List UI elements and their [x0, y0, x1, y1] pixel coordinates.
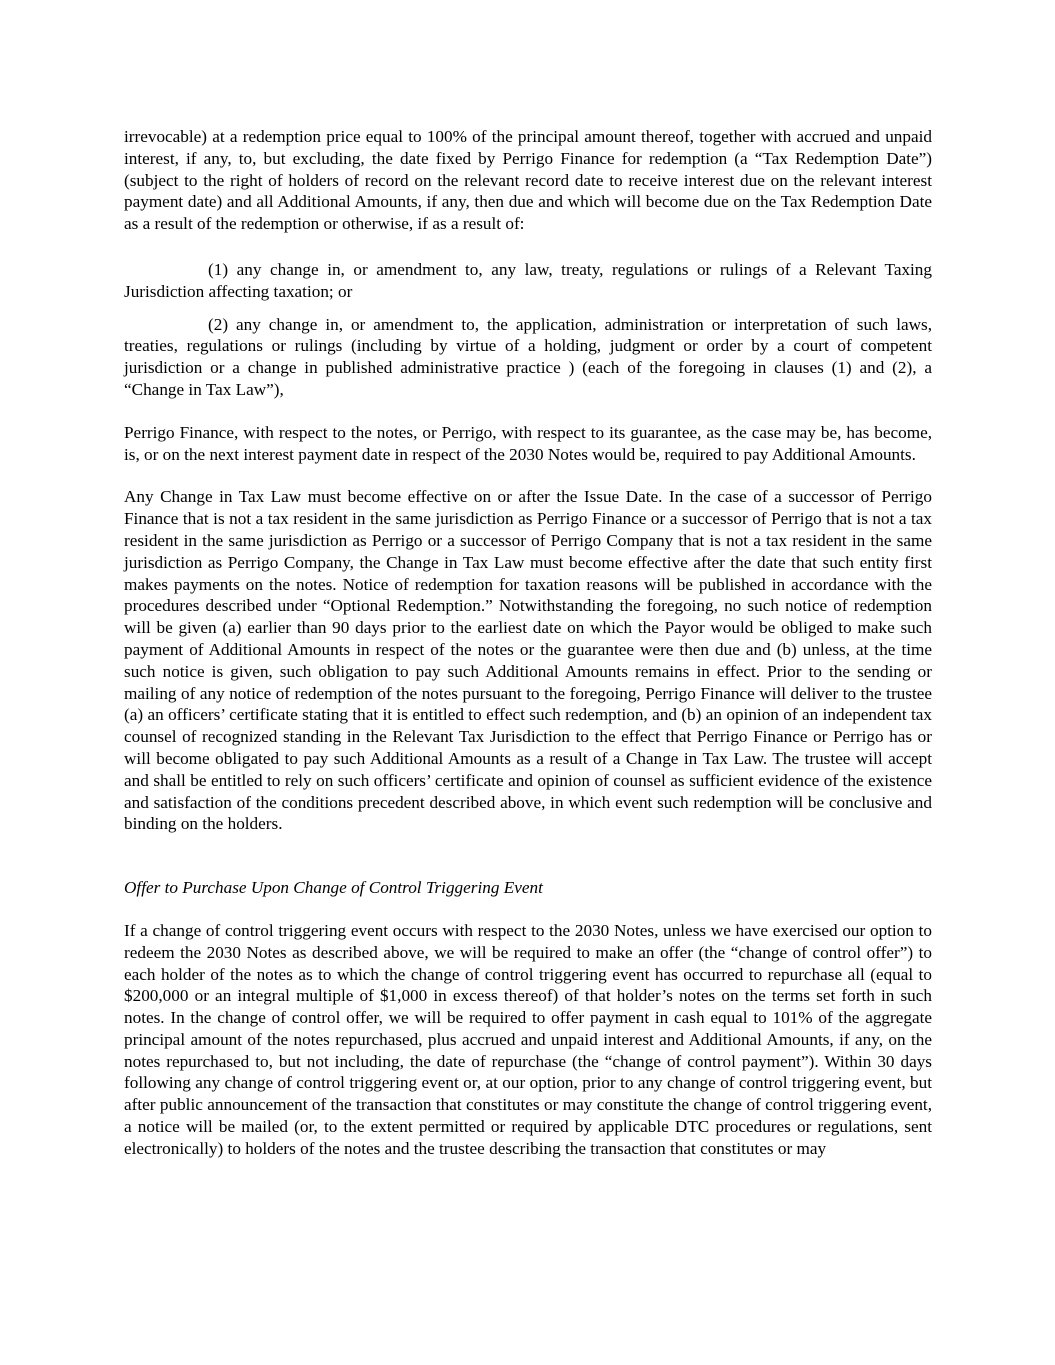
clause-1-change-in-law: (1) any change in, or amendment to, any law, treaty, regulations or rulings of a Relevant Taxing Jurisdiction affecting taxation; or — [124, 259, 932, 301]
paragraph-change-of-control-offer: If a change of control triggering event occurs with respect to the 2030 Notes, unless we have exercised our option to redeem the 2030 Notes as described above, we will be required to make an offer (the “change of control offer”) to each holder of the notes as to which the change of control triggering event has occurred to repurchase all (equal to $200,000 or an integral multiple of $1,000 in excess thereof) of that holder’s notes on the terms set forth in such notes. In the change of control offer, we will be required to offer payment in cash equal to 101% of the aggregate principal amount of the notes repurchased, plus accrued and unpaid interest and Additional Amounts, if any, on the notes repurchased to, but not including, the date of repurchase (the “change of control payment”). Within 30 days following any change of control triggering event or, at our option, prior to any change of control triggering event, but after public announcement of the transaction that constitutes or may constitute the change of control triggering event, a notice will be mailed (or, to the extent permitted or required by applicable DTC procedures or regulations, sent electronically) to holders of the notes and the trustee describing the transaction that constitutes or may — [124, 920, 932, 1158]
paragraph-additional-amounts-requirement: Perrigo Finance, with respect to the notes, or Perrigo, with respect to its guarantee, as the case may be, has become, is, or on the next interest payment date in respect of the 2030 Notes would be, required to pay Additional Amounts. — [124, 422, 932, 464]
document-page — [124, 126, 932, 1160]
paragraph-change-in-tax-law-effective: Any Change in Tax Law must become effective on or after the Issue Date. In the case of a successor of Perrigo Finance that is not a tax resident in the same jurisdiction as Perrigo Finance or a successor of Perrigo that is not a tax resident in the same jurisdiction as Perrigo or a successor of Perrigo Company that is not a tax resident in the same jurisdiction as Perrigo Company, the Change in Tax Law must become effective after the date that such entity first makes payments on the notes. Notice of redemption for taxation reasons will be published in accordance with the procedures described under “Optional Redemption.” Notwithstanding the foregoing, no such notice of redemption will be given (a) earlier than 90 days prior to the earliest date on which the Payor would be obliged to make such payment of Additional Amounts in respect of the notes or the guarantee were then due and (b) unless, at the time such notice is given, such obligation to pay such Additional Amounts remains in effect. Prior to the sending or mailing of any notice of redemption of the notes pursuant to the foregoing, Perrigo Finance will deliver to the trustee (a) an officers’ certificate stating that it is entitled to effect such redemption, and (b) an opinion of an independent tax counsel of recognized standing in the Relevant Tax Jurisdiction to the effect that Perrigo Finance or Perrigo has or will become obligated to pay such Additional Amounts as a result of a Change in Tax Law. The trustee will accept and shall be entitled to rely on such officers’ certificate and opinion of counsel as sufficient evidence of the existence and satisfaction of the conditions precedent described above, in which event such redemption will be conclusive and binding on the holders. — [124, 487, 932, 834]
paragraph-tax-redemption-price: irrevocable) at a redemption price equal to 100% of the principal amount thereof, together with accrued and unpaid interest, if any, to, but excluding, the date fixed by Perrigo Finance for redemption (a “Tax Redemption Date”) (subject to the right of holders of record on the relevant record date to receive interest due on the relevant interest payment date) and all Additional Amounts, if any, then due and which will become due on the Tax Redemption Date as a result of the redemption or otherwise, if as a result of: — [124, 127, 932, 234]
clause-2-change-in-interpretation: (2) any change in, or amendment to, the application, administration or interpretation of such laws, treaties, regulations or rulings (including by virtue of a holding, judgment or order by a court of competent jurisdiction or a change in published administrative practice ) (each of the foregoing in clauses (1) and (2), a “Change in Tax Law”), — [124, 314, 932, 399]
section-heading-offer-to-purchase: Offer to Purchase Upon Change of Control Triggering Event — [124, 878, 543, 898]
